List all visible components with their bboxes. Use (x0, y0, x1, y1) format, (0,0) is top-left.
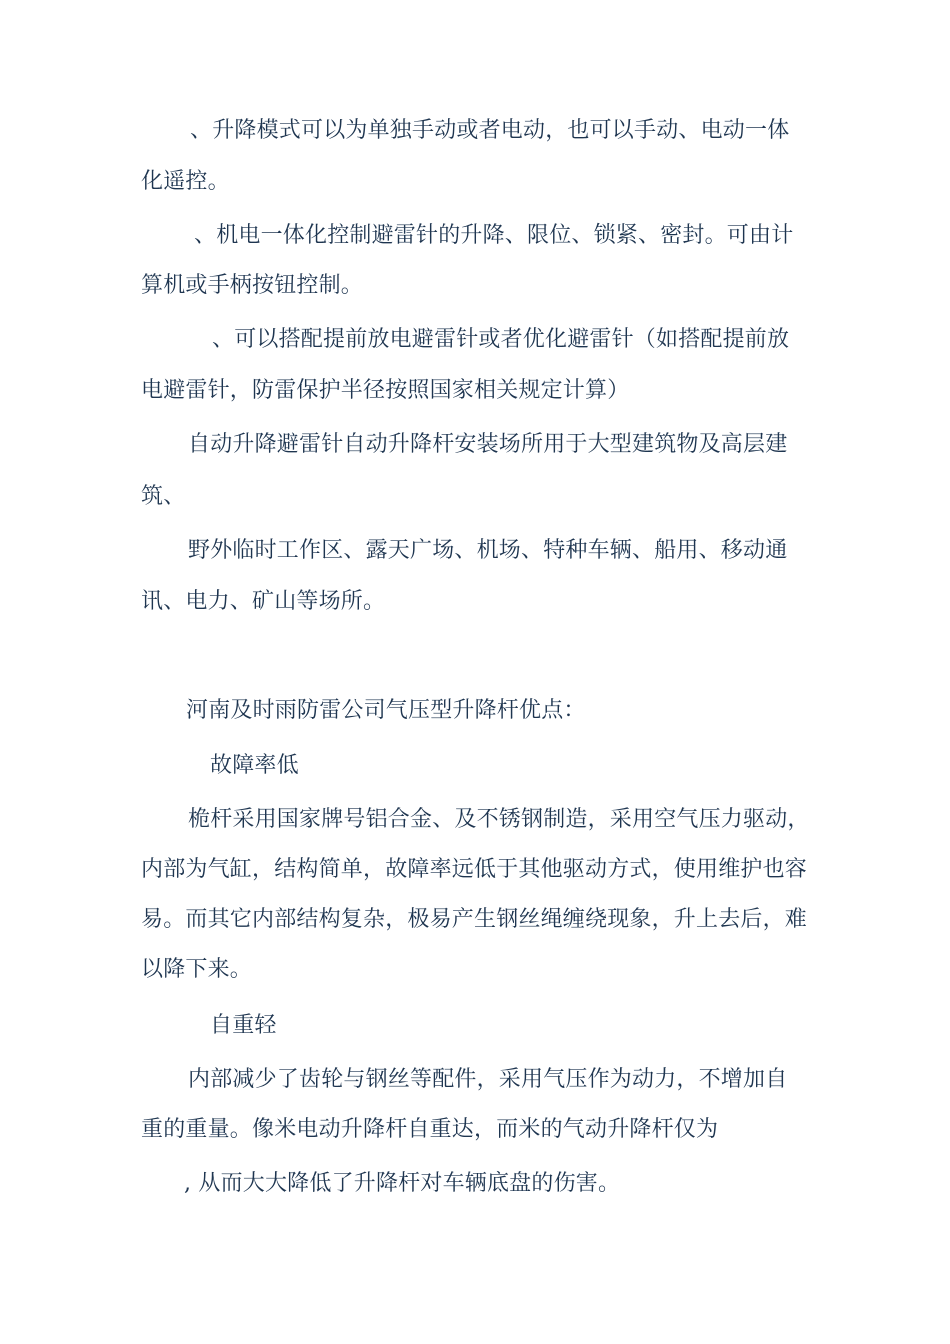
section-heading: 河南及时雨防雷公司气压型升降杆优点： (186, 698, 586, 723)
text-line: 野外临时工作区、露天广场、机场、特种车辆、船用、移动通 (188, 538, 788, 563)
text-line: 、机电一体化控制避雷针的升降、限位、锁紧、密封。可由计 (194, 223, 794, 248)
text-line: 重的重量。像米电动升降杆自重达，而米的气动升降杆仅为 (141, 1117, 719, 1142)
text-line: , 从而大大降低了升降杆对车辆底盘的伤害。 (184, 1171, 621, 1196)
text-line: 自动升降避雷针自动升降杆安装场所用于大型建筑物及高层建 (188, 432, 788, 457)
text-line: 筑、 (141, 484, 186, 509)
text-line: 内部减少了齿轮与钢丝等配件，采用气压作为动力，不增加自 (188, 1067, 788, 1092)
subheading: 自重轻 (210, 1013, 277, 1038)
subheading: 故障率低 (210, 753, 299, 778)
text-line: 以降下来。 (141, 957, 253, 982)
text-line: 讯、电力、矿山等场所。 (141, 589, 386, 614)
text-line: 、升降模式可以为单独手动或者电动，也可以手动、电动一体 (190, 118, 790, 143)
text-line: 内部为气缸，结构简单，故障率远低于其他驱动方式，使用维护也容 (141, 857, 808, 882)
text-line: 桅杆采用国家牌号铝合金、及不锈钢制造，采用空气压力驱动， (188, 807, 810, 832)
text-line: 化遥控。 (141, 169, 230, 194)
text-line: 、可以搭配提前放电避雷针或者优化避雷针（如搭配提前放 (212, 327, 790, 352)
text-line: 算机或手柄按钮控制。 (141, 273, 364, 298)
text-line: 易。而其它内部结构复杂，极易产生钢丝绳缠绕现象，升上去后，难 (141, 907, 808, 932)
text-line: 电避雷针，防雷保护半径按照国家相关规定计算） (141, 378, 630, 403)
